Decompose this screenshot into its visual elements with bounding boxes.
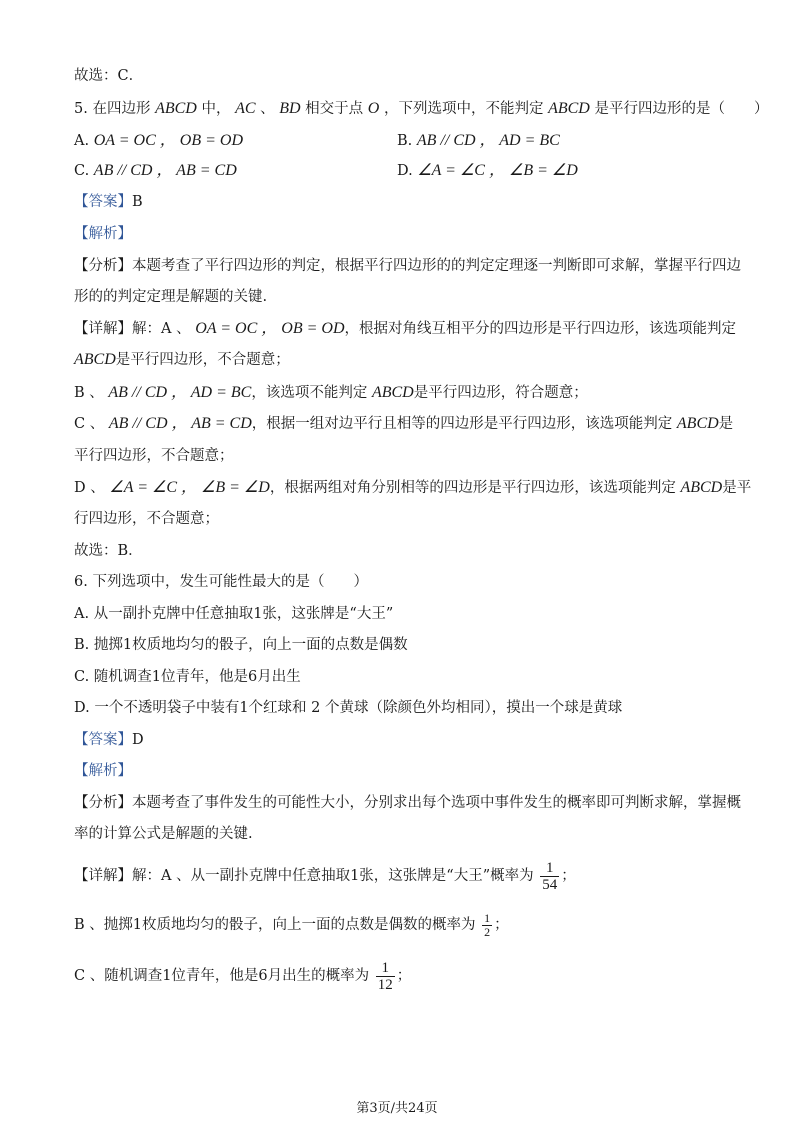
q5-xiangjie-a2: [74, 350, 290, 370]
option-math: AB // CD ， AB = CD: [93, 162, 237, 179]
q6-answer: [74, 730, 144, 750]
text: 是平行四边形，不合题意；: [115, 352, 290, 368]
q5-option-a: [74, 131, 243, 151]
q5-conclusion: 故选：B．: [74, 543, 143, 559]
text: 是: [718, 416, 734, 432]
q6-fenxi-1: [74, 793, 741, 813]
math: OA = OC ， OB = OD: [195, 320, 345, 337]
math: ∠A = ∠C ， ∠B = ∠D: [109, 479, 270, 496]
answer-value: D: [132, 732, 144, 748]
q5-stem-text: 5. 在四边形: [74, 101, 151, 117]
q5-fenxi-1: [74, 256, 741, 276]
q6-xiangjie-a: [74, 858, 576, 894]
text: C 、随机调查1位青年，他是6月出生的概率为: [74, 968, 370, 984]
fenxi-tag: 【分析】: [74, 258, 132, 274]
math: AB // CD ， AB = CD: [108, 415, 252, 432]
q5-ac: AC: [235, 100, 256, 117]
text: C 、: [74, 416, 105, 432]
q5-abcd: ABCD: [155, 100, 197, 117]
option-label: A.: [74, 133, 90, 149]
option-math: AB // CD ， AD = BC: [416, 132, 560, 149]
q6-option-a: A. 从一副扑克牌中任意抽取1张，这张牌是“大王”: [74, 606, 394, 622]
numerator: 1: [540, 860, 559, 877]
answer-tag: 【答案】: [74, 732, 132, 748]
denominator: 12: [377, 976, 393, 993]
q5-stem: [74, 99, 768, 119]
math: ABCD: [74, 351, 116, 368]
denominator: 2: [484, 924, 491, 939]
text: ；: [494, 917, 509, 933]
q5-bd: BD: [279, 100, 301, 117]
option-label: D.: [397, 163, 413, 179]
text: 解：A 、从一副扑克牌中任意抽取1张，这张牌是“大王”概率为: [132, 868, 534, 884]
q6-option-b: B. 抛掷1枚质地均匀的骰子，向上一面的点数是偶数: [74, 637, 408, 653]
q5-option-d: [397, 161, 578, 181]
text: 是平: [722, 480, 752, 496]
text: ，该选项不能判定: [251, 385, 368, 401]
q5-option-b: [397, 131, 560, 151]
fenxi-text: 本题考查了事件发生的可能性大小，分别求出每个选项中事件发生的概率即可判断求解，掌握概: [132, 795, 741, 811]
q5-xiangjie-c2: 平行四边形，不合题意；: [74, 448, 234, 464]
numerator: 1: [484, 910, 491, 925]
q5-xiangjie-d: [74, 478, 751, 498]
text: B 、抛掷1枚质地均匀的骰子，向上一面的点数是偶数的概率为: [74, 917, 476, 933]
text: D 、: [74, 480, 105, 496]
q5-stem-text: 中，: [201, 101, 231, 117]
q5-option-c: [74, 161, 237, 181]
q5-abcd: ABCD: [548, 100, 590, 117]
math: ABCD: [371, 384, 414, 401]
q5-xiangjie-c: [74, 414, 733, 434]
q6-analysis-tag: 【解析】: [74, 763, 132, 779]
fraction-1-54: [540, 860, 559, 893]
q5-o: O: [367, 100, 380, 117]
fraction-1-12: [376, 960, 395, 993]
q5-fenxi-2: 形的的判定定理是解题的关键.: [74, 289, 268, 305]
text: B 、: [74, 385, 104, 401]
page-footer: 第3页/共24页: [356, 1101, 438, 1116]
q5-stem-text: ，下列选项中，不能判定: [383, 101, 544, 117]
numerator: 1: [376, 960, 395, 977]
q5-xiangjie-b: [74, 383, 588, 403]
text: ，根据两组对角分别相等的四边形是平行四边形，该选项能判定: [269, 480, 676, 496]
denominator: 54: [542, 876, 558, 893]
q5-analysis-tag: 【解析】: [74, 226, 132, 242]
q6-xiangjie-c: [74, 958, 411, 994]
q6-fenxi-2: 率的计算公式是解题的关键.: [74, 826, 253, 842]
option-label: C.: [74, 163, 90, 179]
q5-stem-text: 是平行四边形的是（ ）: [594, 101, 769, 117]
q5-xiangjie-a1: [74, 319, 736, 339]
text: ，根据一组对边平行且相等的四边形是平行四边形，该选项能判定: [251, 416, 673, 432]
q5-stem-text: 相交于点: [305, 101, 364, 117]
answer-value: B: [132, 194, 143, 210]
q6-option-d: D. 一个不透明袋子中装有1个红球和 2 个黄球（除颜色外均相同），摸出一个球是黄球: [74, 700, 623, 716]
fraction-1-2: [482, 912, 492, 939]
q5-xiangjie-d2: 行四边形，不合题意；: [74, 511, 219, 527]
text: ；: [396, 968, 412, 984]
prev-conclusion: 故选：C．: [74, 68, 144, 84]
option-math: OA = OC ， OB = OD: [93, 132, 244, 149]
option-math: ∠A = ∠C ， ∠B = ∠D: [417, 162, 578, 179]
text: 是平行四边形，符合题意；: [413, 385, 588, 401]
text: ；: [561, 868, 576, 884]
option-label: B.: [397, 133, 413, 149]
math: AB // CD ， AD = BC: [108, 384, 252, 401]
math: ABCD: [676, 415, 719, 432]
text: 解：A 、: [132, 321, 191, 337]
fenxi-tag: 【分析】: [74, 795, 132, 811]
answer-tag: 【答案】: [74, 194, 132, 210]
q6-stem: 6. 下列选项中，发生可能性最大的是（ ）: [74, 574, 368, 590]
xiangjie-tag: 【详解】: [74, 321, 132, 337]
fenxi-text: 本题考查了平行四边形的判定，根据平行四边形的的判定定理逐一判断即可求解，掌握平行四边: [132, 258, 741, 274]
q6-xiangjie-b: [74, 910, 509, 940]
q5-answer: [74, 192, 143, 212]
q5-sep: 、: [260, 101, 275, 117]
xiangjie-tag: 【详解】: [74, 868, 132, 884]
text: ，根据对角线互相平分的四边形是平行四边形，该选项能判定: [344, 321, 737, 337]
q6-option-c: C. 随机调查1位青年，他是6月出生: [74, 669, 301, 685]
math: ABCD: [680, 479, 723, 496]
